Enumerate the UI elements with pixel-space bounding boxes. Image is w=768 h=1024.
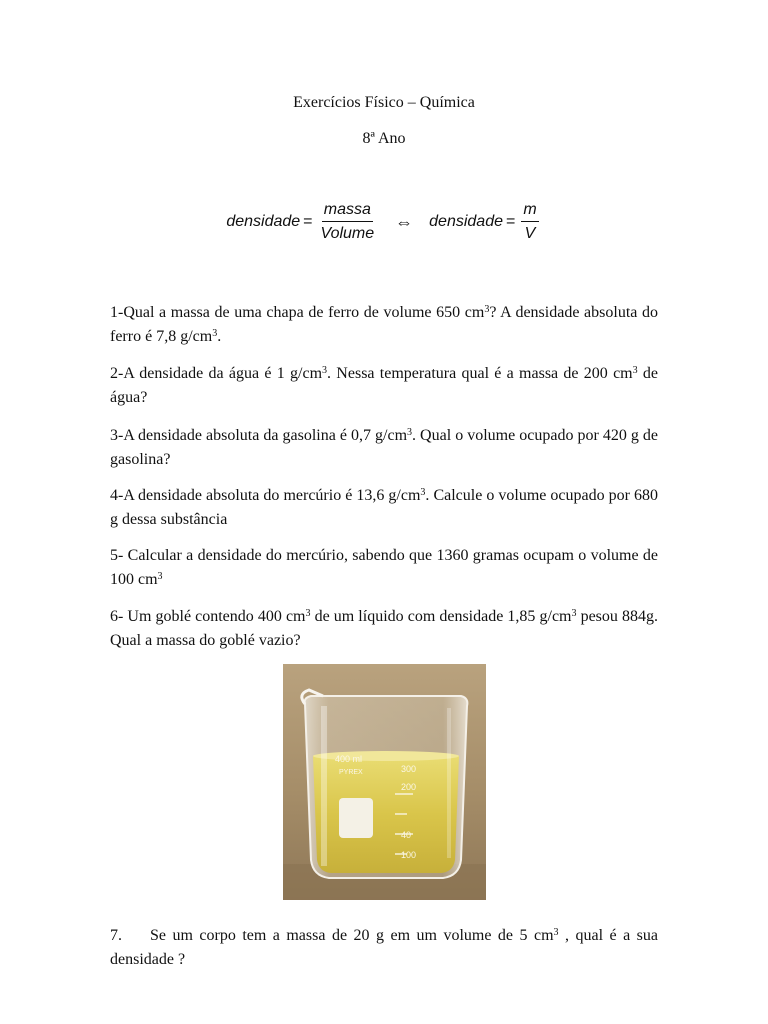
question-7-number: 7.	[110, 927, 122, 944]
grade-label: 8ª Ano	[362, 130, 406, 147]
mark-40: 40	[401, 830, 412, 840]
formula-numerator: massa	[322, 201, 373, 222]
mark-200: 200	[401, 782, 417, 792]
question-5: 5- Calcular a densidade do mercúrio, sabendo que 1360 gramas ocupam o volume de 100 $cm^3$	[110, 547, 658, 588]
mark-100: 100	[401, 850, 417, 860]
question-3: 3-A densidade absoluta da gasolina é 0,7 $g/cm^3$. Qual o volume ocupado por 420 g de gasolina?	[110, 427, 658, 468]
formula-equals: =	[303, 213, 313, 230]
beaker-illustration	[283, 664, 486, 900]
question-6: 6- Um goblé contendo 400 $cm^3$ de um líquido com densidade 1,85 $g/cm^3$ pesou 884g. Qual a massa do goblé vazio?	[110, 608, 658, 649]
formula-equals-2: =	[506, 213, 516, 230]
formula-fraction	[319, 201, 377, 243]
question-7: 7. Se um corpo tem a massa de 20 g em um volume de 5 $cm^3$ , qual é a sua densidade ?	[110, 924, 658, 972]
question-2: 2-A densidade da água é 1 $g/cm^3$. Nessa temperatura qual é a massa de 200 $cm^3$ de água?	[110, 365, 659, 406]
formula-numerator-2: m	[521, 201, 538, 222]
density-formula	[0, 201, 768, 243]
beaker-volume-label: 400 ml	[335, 754, 363, 764]
question-1: 1-Qual a massa de uma chapa de ferro de volume 650 $cm^3$? A densidade absoluta do ferro é 7,8 $g/cm^3$.	[110, 304, 659, 345]
formula-denominator: Volume	[320, 225, 375, 242]
beaker-brand: PYREX	[339, 769, 363, 776]
document-title: Exercícios Físico – Química	[293, 94, 475, 111]
beaker-photo	[283, 664, 486, 900]
equivalence-symbol: ⇔	[395, 211, 414, 232]
mark-300: 300	[401, 764, 417, 774]
formula-lhs-2: densidade	[429, 213, 503, 230]
formula-lhs: densidade	[226, 213, 301, 230]
formula-denominator-2: V	[524, 225, 536, 242]
question-4: 4-A densidade absoluta do mercúrio é 13,6 $g/cm^3$. Calcule o volume ocupado por 680 g dessa substância	[110, 487, 659, 528]
formula-fraction-2	[521, 201, 538, 243]
